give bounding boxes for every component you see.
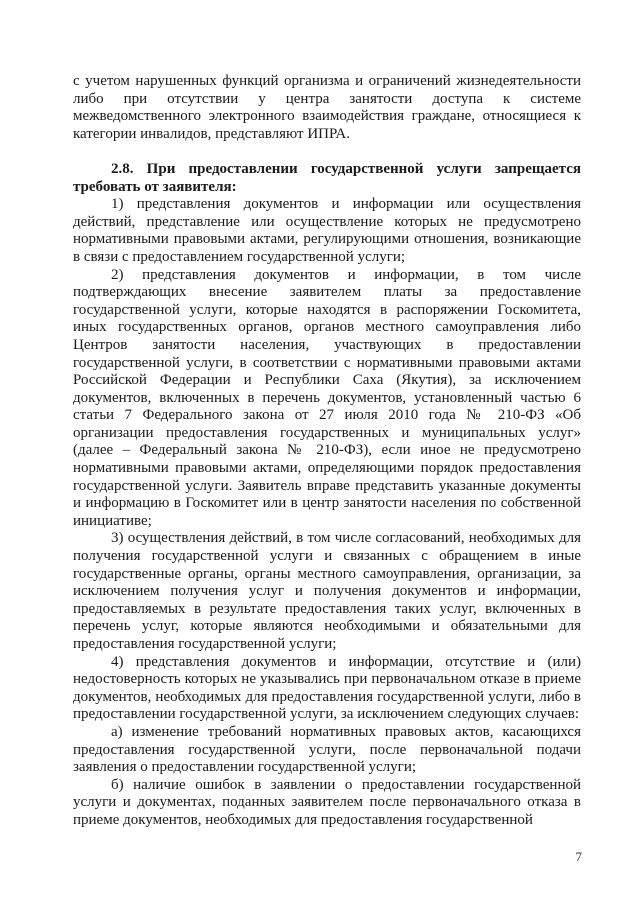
sub-item-b: б) наличие ошибок в заявлении о предоставлении государственной услуги и документах, поданных заявителем после первоначального отказа в приеме документов, необходимых для предоставления государственной (73, 776, 581, 828)
document-body (73, 73, 581, 830)
section-heading-2-8: 2.8. При предоставлении государственной услуги запрещается требовать от заявителя: (73, 160, 581, 195)
list-item-3: 3) осуществления действий, в том числе согласований, необходимых для получения государственной услуги и связанных с обращением в иные государственные органы, органы местного самоуправления, организации, за исключением получения услуг и получения документов и информации, предоставляемых в результате предоставления таких услуг, включенных в перечень услуг, которые являются необходимыми и обязательными для предоставления государственной услуги; (73, 530, 581, 652)
paragraph-gap (73, 143, 581, 161)
list-item-2: 2) представления документов и информации, в том числе подтверждающих внесение заявителем платы за предоставление государственной услуги, которые находятся в распоряжении Госкомитета, иных государственных органов, органов местного самоуправления либо Центров занятости населения, участвующих в предоставлении государственной услуги, в соответствии с нормативными правовыми актами Российской Федерации и Республики Саха (Якутия), за исключением документов, включенных в перечень документов, установленный частью 6 статьи 7 Федерального закона от 27 июля 2010 года № 210-ФЗ «Об организации предоставления государственных и муниципальных услуг» (далее – Федеральный закона № 210-ФЗ), если иное не предусмотрено нормативными правовыми актами, определяющими порядок предоставления государственной услуги. Заявитель вправе представить указанные документы и информацию в Госкомитет или в центр занятости населения по собственной инициативе; (73, 266, 581, 529)
list-item-1: 1) представления документов и информации или осуществления действий, представление или осуществление которых не предусмотрено нормативными правовыми актами, регулирующими отношения, возникающие в связи с предоставлением государственной услуги; (73, 196, 581, 265)
sub-item-a: а) изменение требований нормативных правовых актов, касающихся предоставления государственной услуги, после первоначальной подачи заявления о предоставлении государственной услуги; (73, 723, 581, 776)
paragraph-ipra: с учетом нарушенных функций организма и ограничений жизнедеятельности либо при отсутствии у центра занятости доступа к системе межведомственного электронного взаимодействия граждане, относящиеся к категории инвалидов, представляют ИПРА. (73, 73, 581, 142)
page-number: 7 (575, 849, 582, 864)
list-item-4: 4) представления документов и информации, отсутствие и (или) недостоверность которых не указывались при первоначальном отказе в приеме документов, необходимых для предоставления государственной услуги, либо в предоставлении государственной услуги, за исключением следующих случаев: (73, 653, 581, 723)
